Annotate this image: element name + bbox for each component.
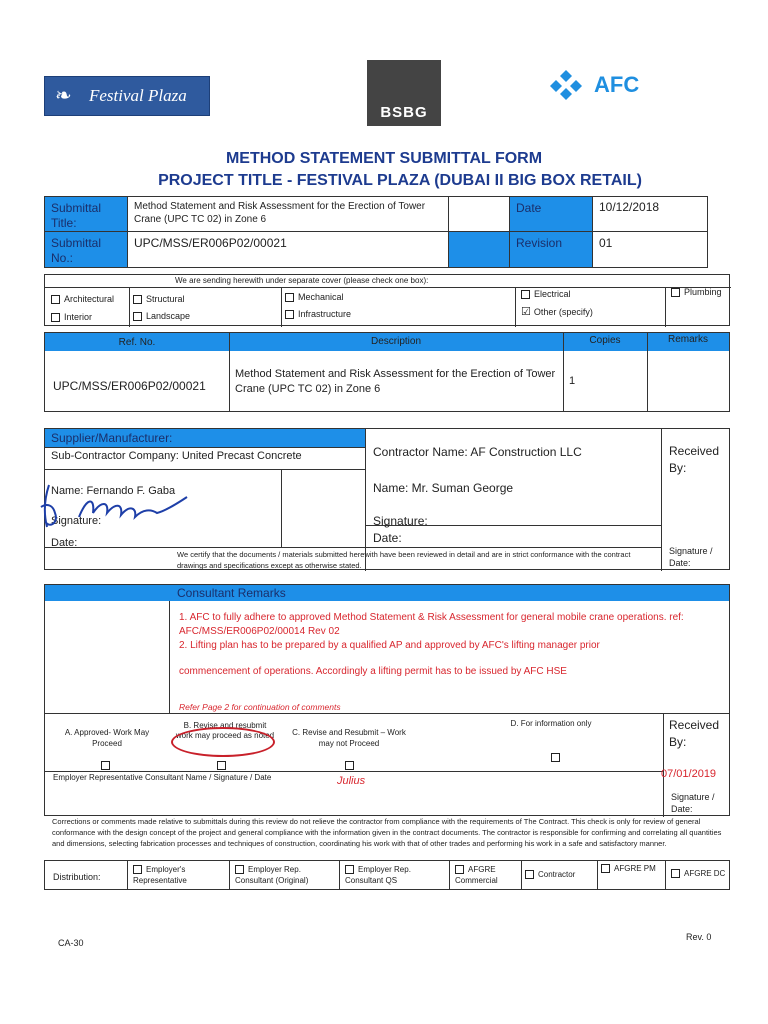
- option-d-label: D. For information only: [510, 719, 592, 728]
- item-description: Method Statement and Risk Assessment for the Erection of Tower Crane (UPC TC 02) in Zone 6: [235, 368, 556, 395]
- employer-representative-label: Employer Representative Consultant Name / Signature / Date: [53, 773, 272, 782]
- checkbox-interior[interactable]: [51, 312, 92, 322]
- bsbg-logo-text: BSBG: [380, 104, 428, 121]
- dist-contractor-label: Contractor: [538, 870, 576, 879]
- other-label: Other (specify): [533, 307, 593, 317]
- checkbox-architectural[interactable]: [51, 294, 114, 304]
- checkbox-mechanical[interactable]: [285, 292, 344, 302]
- handwritten-signature: [39, 477, 189, 537]
- checkbox-box-icon: [235, 865, 244, 874]
- refer-page-note: Refer Page 2 for continuation of comments: [179, 702, 341, 712]
- option-b-circle: [171, 727, 275, 757]
- submittal-title-label-cell: [44, 196, 128, 232]
- consultant-remark-3: commencement of operations. Accordingly a lifting permit has to be issued by AFC HSE: [179, 666, 567, 677]
- bsbg-logo: [367, 60, 441, 126]
- consultant-table: [44, 584, 730, 816]
- date-label-cell: [509, 196, 593, 232]
- submittal-no-value: UPC/MSS/ER006P02/00021: [134, 236, 287, 250]
- structural-label: Structural: [146, 294, 185, 304]
- festival-logo-text: Festival Plaza: [89, 86, 187, 105]
- revision-label: Revision: [516, 236, 563, 250]
- checkbox-box-icon: [133, 312, 142, 321]
- dist-afgre-dc-label: AFGRE DC: [684, 869, 726, 878]
- checkbox-electrical[interactable]: [521, 289, 571, 299]
- sending-heading: We are sending herewith under separate cover (please check one box):: [175, 276, 429, 285]
- checkbox-box-icon: [671, 288, 680, 297]
- submittal-title-value-cell: [127, 196, 449, 232]
- submittal-no-label: Submittal No.:: [51, 236, 102, 265]
- form-code: CA-30: [58, 938, 84, 948]
- option-c-label: C. Revise and Resubmit – Work may not Proceed: [292, 728, 406, 748]
- submittal-title-value: Method Statement and Risk Assessment for the Erection of Tower Crane (UPC TC 02) in Zone 6: [134, 201, 426, 225]
- revision-value: 01: [599, 236, 613, 250]
- festival-plaza-logo: [44, 76, 210, 116]
- checkbox-plumbing[interactable]: [671, 287, 722, 297]
- landscape-label: Landscape: [146, 311, 191, 321]
- electrical-label: Electrical: [534, 289, 571, 299]
- consultant-heading: Consultant Remarks: [177, 586, 286, 600]
- consultant-signature-date: Signature / Date:: [671, 792, 715, 814]
- contractor-name: Contractor Name: AF Construction LLC: [373, 445, 582, 459]
- dist-afgre-pm-label: AFGRE PM: [614, 864, 656, 873]
- date-value-cell: [592, 196, 708, 232]
- consultant-remark-1: 1. AFC to fully adhere to approved Method Statement & Risk Assessment for general mobile crane operations. ref: AFC/MSS/ER006P02/00014 Rev 02: [179, 612, 684, 637]
- checkbox-box-icon: [525, 870, 534, 879]
- checkbox-structural[interactable]: [133, 294, 185, 304]
- supplier-signature-date: Signature / Date:: [669, 546, 713, 568]
- certify-text: We certify that the documents / materials submitted herewith have been reviewed in detail and are in strict conformance with the contract drawings and specifications except as otherwise stated.: [177, 550, 631, 570]
- consultant-header: [45, 585, 729, 601]
- submittal-blank-cell: [448, 196, 510, 232]
- consultant-received-date: 07/01/2019: [661, 768, 717, 780]
- subcontractor-date-label: Date:: [51, 537, 78, 549]
- afc-logo-text: AFC: [594, 72, 640, 97]
- distribution-table: [44, 860, 730, 890]
- consultant-received-by: Received By:: [669, 718, 720, 749]
- festival-swirl-icon: ❧: [55, 85, 72, 107]
- option-b-label: B. Revise and resubmit work may proceed as noted: [175, 721, 275, 740]
- checkbox-infrastructure[interactable]: [285, 309, 351, 319]
- contractor-person: Name: Mr. Suman George: [373, 481, 514, 495]
- checked-box-icon: ☑: [521, 306, 531, 318]
- submittal-title-label: Submittal Title:: [51, 201, 102, 230]
- checkbox-box-icon: [133, 865, 142, 874]
- checkbox-other[interactable]: [521, 305, 593, 318]
- dist-consultant-original[interactable]: [235, 864, 337, 886]
- consultant-remark-2: 2. Lifting plan has to be prepared by a qualified AP and approved by AFC's lifting manager prior: [179, 640, 600, 651]
- dist-contractor[interactable]: [525, 870, 595, 879]
- item-copies: 1: [569, 375, 576, 387]
- submittal-no-blue-cell: [448, 231, 510, 268]
- checkbox-box-icon: [521, 290, 530, 299]
- checkbox-box-icon: [455, 865, 464, 874]
- dist-afgre-pm[interactable]: [601, 863, 663, 874]
- submittal-no-label-cell: [44, 231, 128, 268]
- sending-table: [44, 274, 730, 326]
- checkbox-box-icon: [551, 753, 560, 762]
- revision-value-cell: [592, 231, 708, 268]
- dist-consultant-qs[interactable]: [345, 864, 447, 886]
- distribution-label: Distribution:: [53, 872, 101, 882]
- contractor-signature-label: Signature:: [373, 514, 428, 528]
- dist-afgre-dc[interactable]: [671, 869, 729, 878]
- checkbox-box-icon: [285, 310, 294, 319]
- checkbox-box-icon: [51, 313, 60, 322]
- subcontractor-name: Name: Fernando F. Gaba: [51, 485, 176, 497]
- plumbing-label: Plumbing: [684, 287, 722, 297]
- supplier-received-by: Received By:: [669, 444, 720, 475]
- supplier-heading: Supplier/Manufacturer:: [51, 431, 173, 445]
- submittal-no-value-cell: [127, 231, 449, 268]
- form-revision: Rev. 0: [686, 932, 712, 942]
- dist-employer-rep[interactable]: [133, 864, 227, 886]
- disclaimer-text: Corrections or comments made relative to submittals during this review do not relieve the contractor from compliance with the requirements of The Contract. This check is only for review of general conformance with the design concept of the project and general compliance with the information given in the contract documents. The contractor is responsible for confirming and correlating all quantities and dimensions, selecting fabrication processes and techniques of construction, coordinating his work with that of other trades and performing his work in a safe and satisfactory manner.: [52, 817, 722, 848]
- afc-diamond-icon: [548, 68, 584, 102]
- dist-consultant-qs-label: Employer Rep. Consultant QS: [345, 865, 411, 885]
- project-title: PROJECT TITLE - FESTIVAL PLAZA (DUBAI II BIG BOX RETAIL): [158, 172, 642, 189]
- col-description-header: Description: [370, 336, 422, 347]
- supplier-header: [45, 429, 365, 447]
- mechanical-label: Mechanical: [298, 292, 344, 302]
- employer-name: Julius: [337, 775, 366, 787]
- dist-afgre-commercial[interactable]: [455, 864, 519, 886]
- dist-afgre-commercial-label: AFGRE Commercial: [455, 865, 498, 885]
- checkbox-box-icon: [285, 293, 294, 302]
- item-ref: UPC/MSS/ER006P02/00021: [53, 379, 206, 393]
- date-value: 10/12/2018: [599, 200, 660, 214]
- afc-logo: [548, 68, 648, 102]
- checkbox-box-icon: [51, 295, 60, 304]
- date-label: Date: [516, 201, 542, 215]
- contractor-date-label: Date:: [373, 531, 402, 545]
- checkbox-box-icon: [133, 295, 142, 304]
- option-a-label: A. Approved- Work May Proceed: [64, 728, 150, 748]
- revision-label-cell: [509, 231, 593, 268]
- interior-label: Interior: [64, 312, 93, 322]
- form-title: METHOD STATEMENT SUBMITTAL FORM: [225, 150, 543, 167]
- dist-consultant-original-label: Employer Rep. Consultant (Original): [235, 865, 309, 885]
- option-c-checkbox[interactable]: [345, 757, 358, 775]
- checkbox-box-icon: [601, 864, 610, 873]
- checkbox-box-icon: [101, 761, 110, 770]
- dist-employer-rep-label: Employer's Representative: [133, 865, 187, 885]
- subcontractor-signature-label: Signature:: [51, 515, 102, 527]
- checkbox-box-icon: [345, 761, 354, 770]
- checkbox-box-icon: [345, 865, 354, 874]
- col-ref-header: Ref. No.: [118, 337, 156, 348]
- infrastructure-label: Infrastructure: [298, 309, 352, 319]
- supplier-table: [44, 428, 730, 570]
- architectural-label: Architectural: [64, 294, 115, 304]
- items-table: [44, 332, 730, 412]
- checkbox-landscape[interactable]: [133, 311, 190, 321]
- subcontractor-company: Sub-Contractor Company: United Precast Concrete: [51, 450, 302, 462]
- checkbox-box-icon: [671, 869, 680, 878]
- col-copies-header: Copies: [589, 335, 621, 346]
- submittal-table: [44, 196, 708, 268]
- col-remarks-header: Remarks: [667, 334, 708, 345]
- checkbox-box-icon: [217, 761, 226, 770]
- option-d-checkbox[interactable]: [551, 749, 564, 767]
